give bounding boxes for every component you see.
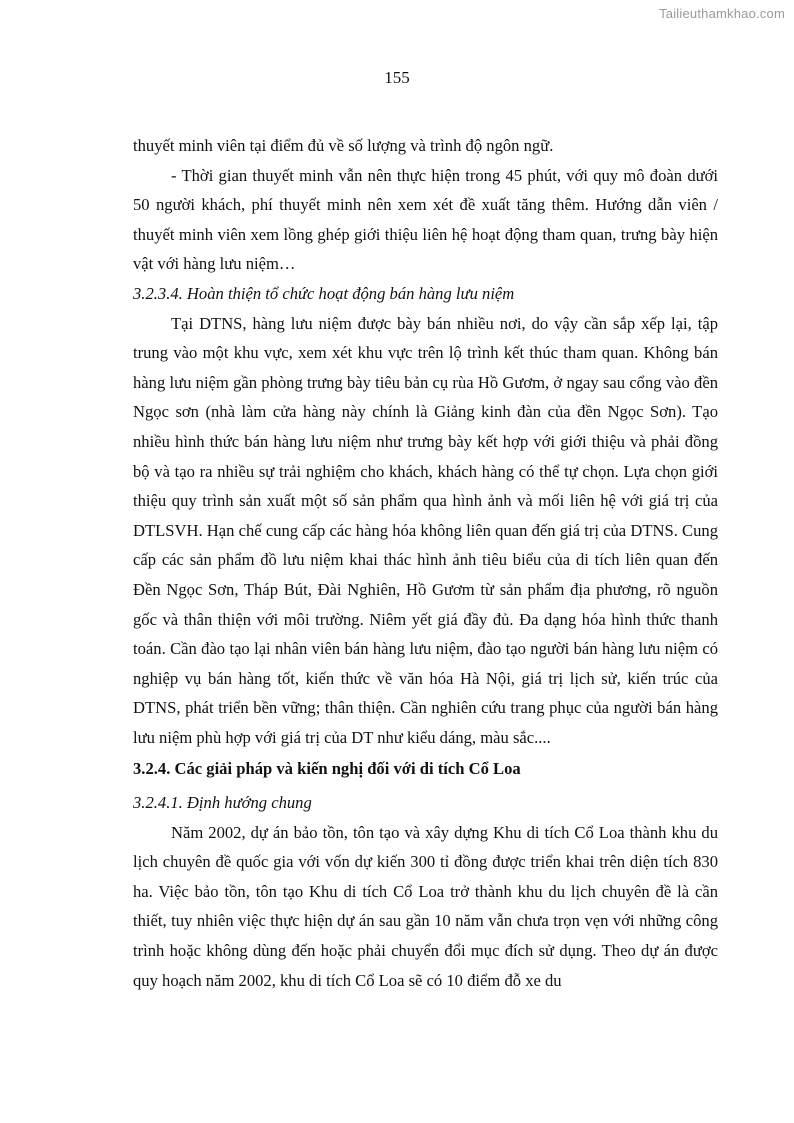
document-body xyxy=(133,131,718,995)
subsection-heading-3241: 3.2.4.1. Định hướng chung xyxy=(133,793,312,813)
paragraph-continuation: thuyết minh viên tại điểm đủ về số lượng và trình độ ngôn ngữ. xyxy=(133,136,554,155)
paragraph-presentation-time: - Thời gian thuyết minh vẫn nên thực hiện trong 45 phút, với quy mô đoàn dưới 50 người khách, phí thuyết minh nên xem xét đề xuất tăng thêm. Hướng dẫn viên / thuyết minh viên xem lồng ghép giới thiệu liên hệ hoạt động tham quan, trưng bày hiện vật với hàng lưu niệm… xyxy=(133,165,718,274)
section-heading-324: 3.2.4. Các giải pháp và kiến nghị đối với di tích Cổ Loa xyxy=(133,759,521,779)
paragraph-co-loa-orientation: Năm 2002, dự án bảo tồn, tôn tạo và xây dựng Khu di tích Cổ Loa thành khu du lịch chuyên đề quốc gia với vốn dự kiến 300 tỉ đồng được triển khai trên diện tích 830 ha. Việc bảo tồn, tôn tạo Khu di tích Cổ Loa trở thành khu du lịch chuyên đề là cần thiết, tuy nhiên việc thực hiện dự án sau gần 10 năm vẫn chưa trọn vẹn với những công trình hoặc không dùng đến hoặc phải chuyển đổi mục đích sử dụng. Theo dự án được quy hoạch năm 2002, khu di tích Cổ Loa sẽ có 10 điểm đỗ xe du xyxy=(133,822,718,990)
subsection-heading-3234: 3.2.3.4. Hoàn thiện tổ chức hoạt động bán hàng lưu niệm xyxy=(133,283,515,303)
page-number: 155 xyxy=(384,68,410,87)
watermark-text: Tailieuthamkhao.com xyxy=(659,6,785,21)
paragraph-souvenir-sales: Tại DTNS, hàng lưu niệm được bày bán nhiều nơi, do vậy cần sắp xếp lại, tập trung vào một khu vực, xem xét khu vực trên lộ trình kết thúc tham quan. Không bán hàng lưu niệm gần phòng trưng bày tiêu bản cụ rùa Hồ Gươm, ở ngay sau cổng vào đền Ngọc sơn (nhà làm cửa hàng này chính là Giảng kinh đàn của đền Ngọc Sơn). Tạo nhiều hình thức bán hàng lưu niệm như trưng bày kết hợp với giới thiệu và phải đồng bộ và tạo ra nhiều sự trải nghiệm cho khách, khách hàng có thể tự chọn. Lựa chọn giới thiệu quy trình sản xuất một số sản phẩm qua hình ảnh và mối liên hệ với giá trị của DTLSVH. Hạn chế cung cấp các hàng hóa không liên quan đến giá trị của DTNS. Cung cấp các sản phẩm đồ lưu niệm khai thác hình ảnh tiêu biểu của di tích liên quan đến Đền Ngọc Sơn, Tháp Bút, Đài Nghiên, Hồ Gươm từ sản phẩm địa phương, rõ nguồn gốc và thân thiện với môi trường. Niêm yết giá đầy đủ. Đa dạng hóa hình thức thanh toán. Cần đào tạo lại nhân viên bán hàng lưu niệm, đào tạo người bán hàng lưu niệm có nghiệp vụ bán hàng tốt, kiến thức về văn hóa Hà Nội, giá trị lịch sử, kiến trúc của DTNS, phát triển bền vững; thân thiện. Cần nghiên cứu trang phục của người bán hàng lưu niệm phù hợp với giá trị của DT như kiểu dáng, màu sắc.... xyxy=(133,313,718,747)
